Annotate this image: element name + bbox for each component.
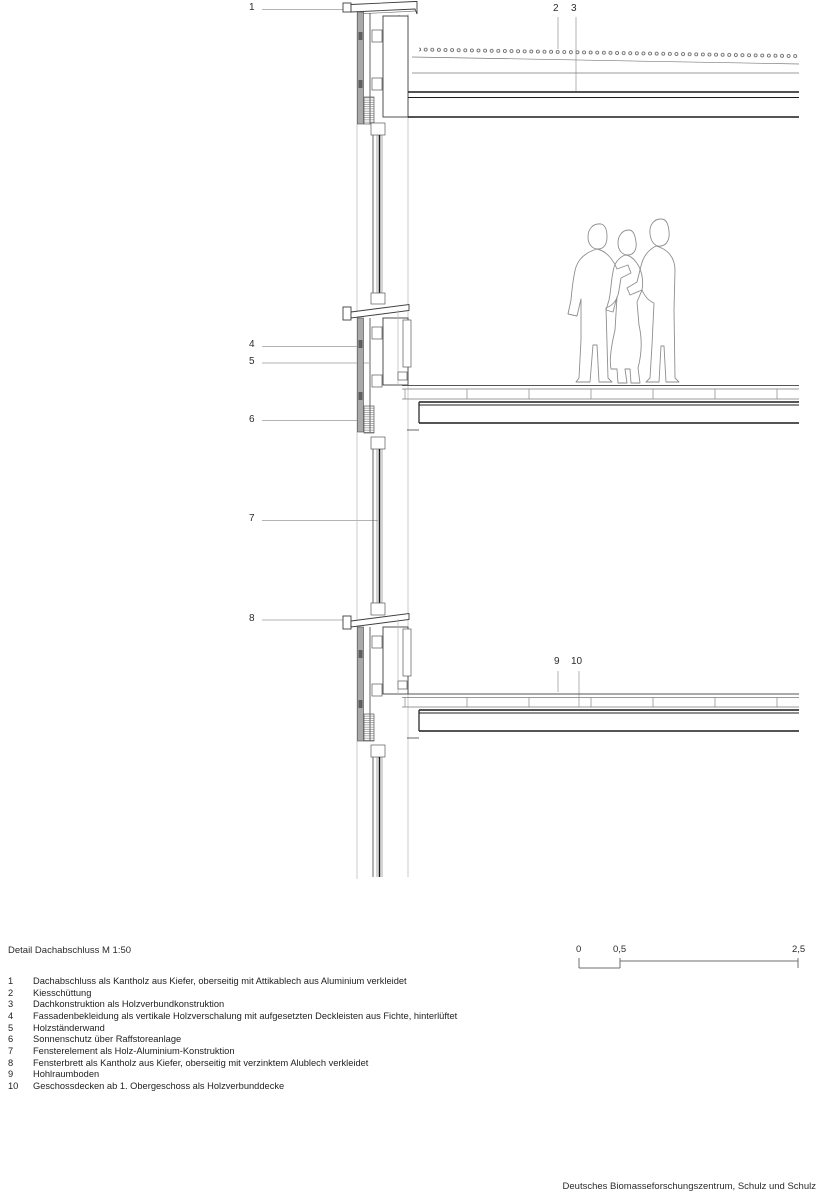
- window-middle: [371, 449, 385, 615]
- middle-floor-assembly: [343, 305, 799, 450]
- raffstore-box-lower: [364, 714, 374, 741]
- leader-lines: [262, 10, 579, 708]
- people-outlines: [568, 219, 679, 383]
- callout-5: 5: [249, 356, 255, 367]
- person-middle: [606, 230, 643, 383]
- parapet-cap-lip: [343, 3, 351, 12]
- callout-3: 3: [571, 3, 577, 14]
- hollow-floor-pedestals: [405, 698, 777, 708]
- legend: [8, 976, 457, 1093]
- person-right: [627, 219, 679, 382]
- callout-10: 10: [571, 656, 583, 667]
- sill-lip: [343, 307, 351, 320]
- hollow-floor-pedestals: [405, 389, 777, 399]
- callout-1: 1: [249, 2, 255, 13]
- legend-row: 9 Hohlraumboden: [8, 1069, 100, 1080]
- legend-row: 10 Geschossdecken ab 1. Obergeschoss als Holzverbunddecke: [8, 1080, 285, 1091]
- drawing-title: Detail Dachabschluss M 1:50: [8, 945, 132, 956]
- scale-label-0: 0: [576, 944, 582, 955]
- callout-8: 8: [249, 613, 255, 624]
- legend-row: 3 Dachkonstruktion als Holzverbundkonstruktion: [8, 999, 225, 1010]
- scale-label-25: 2,5: [792, 944, 806, 955]
- scale-bar-lines: [579, 958, 798, 968]
- legend-row: 2 Kiesschüttung: [8, 987, 92, 998]
- callout-4: 4: [249, 339, 255, 350]
- facade-cladding-middle: [358, 318, 364, 432]
- legend-row: 5 Holzständerwand: [8, 1022, 105, 1033]
- parapet-roof-assembly: [343, 2, 799, 125]
- window-upper: [371, 123, 385, 304]
- legend-row: 1 Dachabschluss als Kantholz aus Kiefer, oberseitig mit Attikablech aus Aluminium verkleidet: [8, 976, 407, 986]
- callout-7: 7: [249, 513, 255, 524]
- callout-9: 9: [554, 656, 560, 667]
- raffstore-box-top: [364, 97, 374, 124]
- window-sill-cap: [351, 305, 409, 319]
- callout-2: 2: [553, 3, 559, 14]
- facade-cladding-lower: [358, 627, 364, 741]
- timber-stud-wall-top: [383, 16, 408, 117]
- raffstore-box-middle: [364, 406, 374, 433]
- window-sill-cap: [351, 614, 409, 628]
- callout-6: 6: [249, 414, 255, 425]
- lower-floor-assembly: [343, 614, 799, 758]
- legend-row: 8 Fensterbrett als Kantholz aus Kiefer, oberseitig mit verzinktem Alublech verkleidet: [8, 1057, 369, 1068]
- person-left: [568, 224, 631, 382]
- window-lower: [373, 757, 382, 877]
- facade-cladding-top: [358, 12, 364, 124]
- project-credit: Deutsches Biomasseforschungszentrum, Schulz und Schulz: [562, 1181, 816, 1192]
- scale-label-05: 0,5: [613, 944, 627, 955]
- gravel-layer: [419, 45, 799, 61]
- sill-lip: [343, 616, 351, 629]
- legend-row: 7 Fensterelement als Holz-Aluminium-Konstruktion: [8, 1045, 235, 1056]
- legend-row: 6 Sonnenschutz über Raffstoreanlage: [8, 1034, 182, 1045]
- legend-row: 4 Fassadenbekleidung als vertikale Holzverschalung mit aufgesetzten Deckleisten aus Fichte, hinterlüftet: [8, 1010, 458, 1021]
